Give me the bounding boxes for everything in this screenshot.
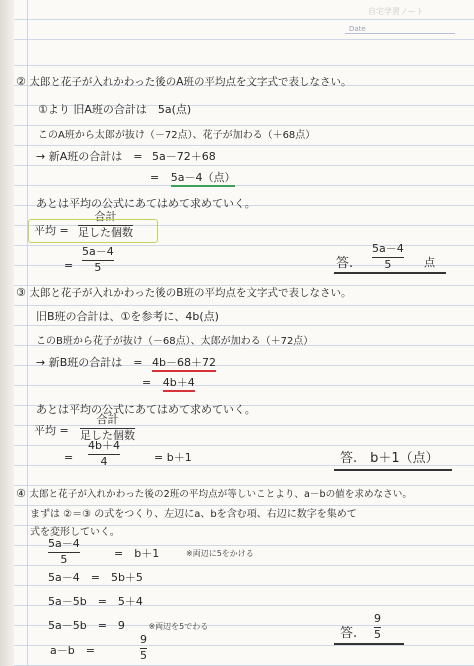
q2-answer-prefix: 答. [336,256,354,271]
binding-edge [0,0,14,666]
q2-formula-den: 足した個数 [78,225,133,239]
q4-answer-prefix: 答. [340,626,358,641]
q2-step3-rhs: 5a－72＋68 [151,150,216,163]
q4-eq1-fraction [48,538,80,566]
q2-result-eq: = [64,259,74,272]
q2-number: ② [16,75,26,88]
faint-header-text: 自宅学習ノート [368,7,424,16]
q3-step4 [142,377,195,388]
q3-answer-underline [334,469,452,471]
date-line [345,33,455,34]
q3-step3-lhs: → 新B班の合計は = [36,356,143,369]
q2-result-fraction [82,246,114,274]
q3-step5: あとは平均の公式にあてはめて求めていく。 [36,403,256,416]
q4-eq1-den: 5 [60,552,68,566]
q2-answer-underline [334,272,446,274]
q4-eq1-note: ※両辺に5をかける [186,549,254,558]
q3-formula-den: 足した個数 [80,428,135,442]
margin-line [27,0,28,666]
q3-step3 [36,357,216,368]
q2-step4-eq: = [150,171,160,184]
q4-answer-fraction [374,613,381,641]
q4-eq5-den: 5 [140,648,147,662]
q2-step3-lhs: → 新A班の合計は = [36,150,143,163]
q2-result-den: 5 [94,260,102,274]
q4-number: ④ [16,487,26,500]
q4-eq4-note: ※両辺を5でわる [148,622,209,631]
q2-formula-lhs: 平均 = [34,224,69,237]
q4-eq1-num: 5a－4 [48,537,80,550]
q3-heading [16,287,351,299]
q2-heading [16,76,351,88]
q2-step2: このA班から太郎が抜け（－72点）、花子が加わる（＋68点） [38,130,316,141]
formula-highlight-box [28,219,158,243]
q2-result-num: 5a－4 [82,245,114,258]
q2-prompt: 太郎と花子が入れかわった後のA班の平均点を文字式で表しなさい。 [29,76,352,88]
q2-answer-unit: 点 [424,256,435,269]
q2-step4 [150,172,235,183]
q2-step3 [36,151,216,162]
q2-step1: ①より 旧A班の合計は 5a(点) [38,103,192,116]
q2-answer-fraction [372,243,404,271]
q3-step1: 旧B班の合計は、①を参考に、4b(点) [36,310,219,323]
q3-formula-lhs: 平均 = [34,424,69,437]
q3-result-fraction [88,440,120,468]
q4-eq4 [48,620,208,631]
date-label: Date [349,25,366,33]
q3-formula-num: 合計 [96,413,119,426]
q2-answer-num: 5a－4 [372,242,404,255]
q3-simplified: = b＋1 [154,451,192,464]
q4-eq5-num: 9 [140,633,147,646]
q4-intro2: 式を変形していく。 [30,527,120,538]
q4-answer-underline [334,643,404,645]
q4-eq5-lhs: a－b = [50,644,95,657]
q3-result-eq: = [64,451,74,464]
q3-prompt: 太郎と花子が入れかわった後のB班の平均点を文字式で表しなさい。 [29,287,352,299]
q3-answer: 答. b＋1（点） [340,451,439,466]
q4-eq1-rhs: = b＋1 [114,547,160,560]
q4-eq2: 5a－4 = 5b＋5 [48,571,143,584]
q4-eq4-lhs: 5a－5b = 9 [48,619,125,632]
q2-step5: あとは平均の公式にあてはめて求めていく。 [36,197,256,210]
q4-heading [16,488,412,500]
q3-step3-rhs: 4b－68＋72 [152,356,216,372]
q3-step2: このB班から花子が抜け（－68点）、太郎が加わる（＋72点） [36,336,314,347]
q3-result-num: 4b＋4 [88,439,120,452]
q2-answer-den: 5 [384,257,392,271]
q3-number: ③ [16,286,26,299]
q4-intro1: まずは ②＝③ の式をつくり、左辺にa、bを含む項、右辺に数字を集めて [30,509,357,520]
q4-answer-num: 9 [374,612,381,625]
q2-step4-rhs: 5a－4（点） [171,171,236,187]
q4-eq5-fraction [140,634,147,662]
q3-step4-rhs: 4b＋4 [163,376,195,392]
q4-answer-den: 5 [374,627,381,641]
q3-result-den: 4 [100,454,108,468]
q4-eq3: 5a－5b = 5＋4 [48,595,143,608]
q4-prompt: 太郎と花子が入れかわった後の2班の平均点が等しいことより、a－bの値を求めなさい。 [29,489,412,500]
q3-step4-eq: = [142,376,152,389]
q2-formula-num: 合計 [94,210,117,223]
